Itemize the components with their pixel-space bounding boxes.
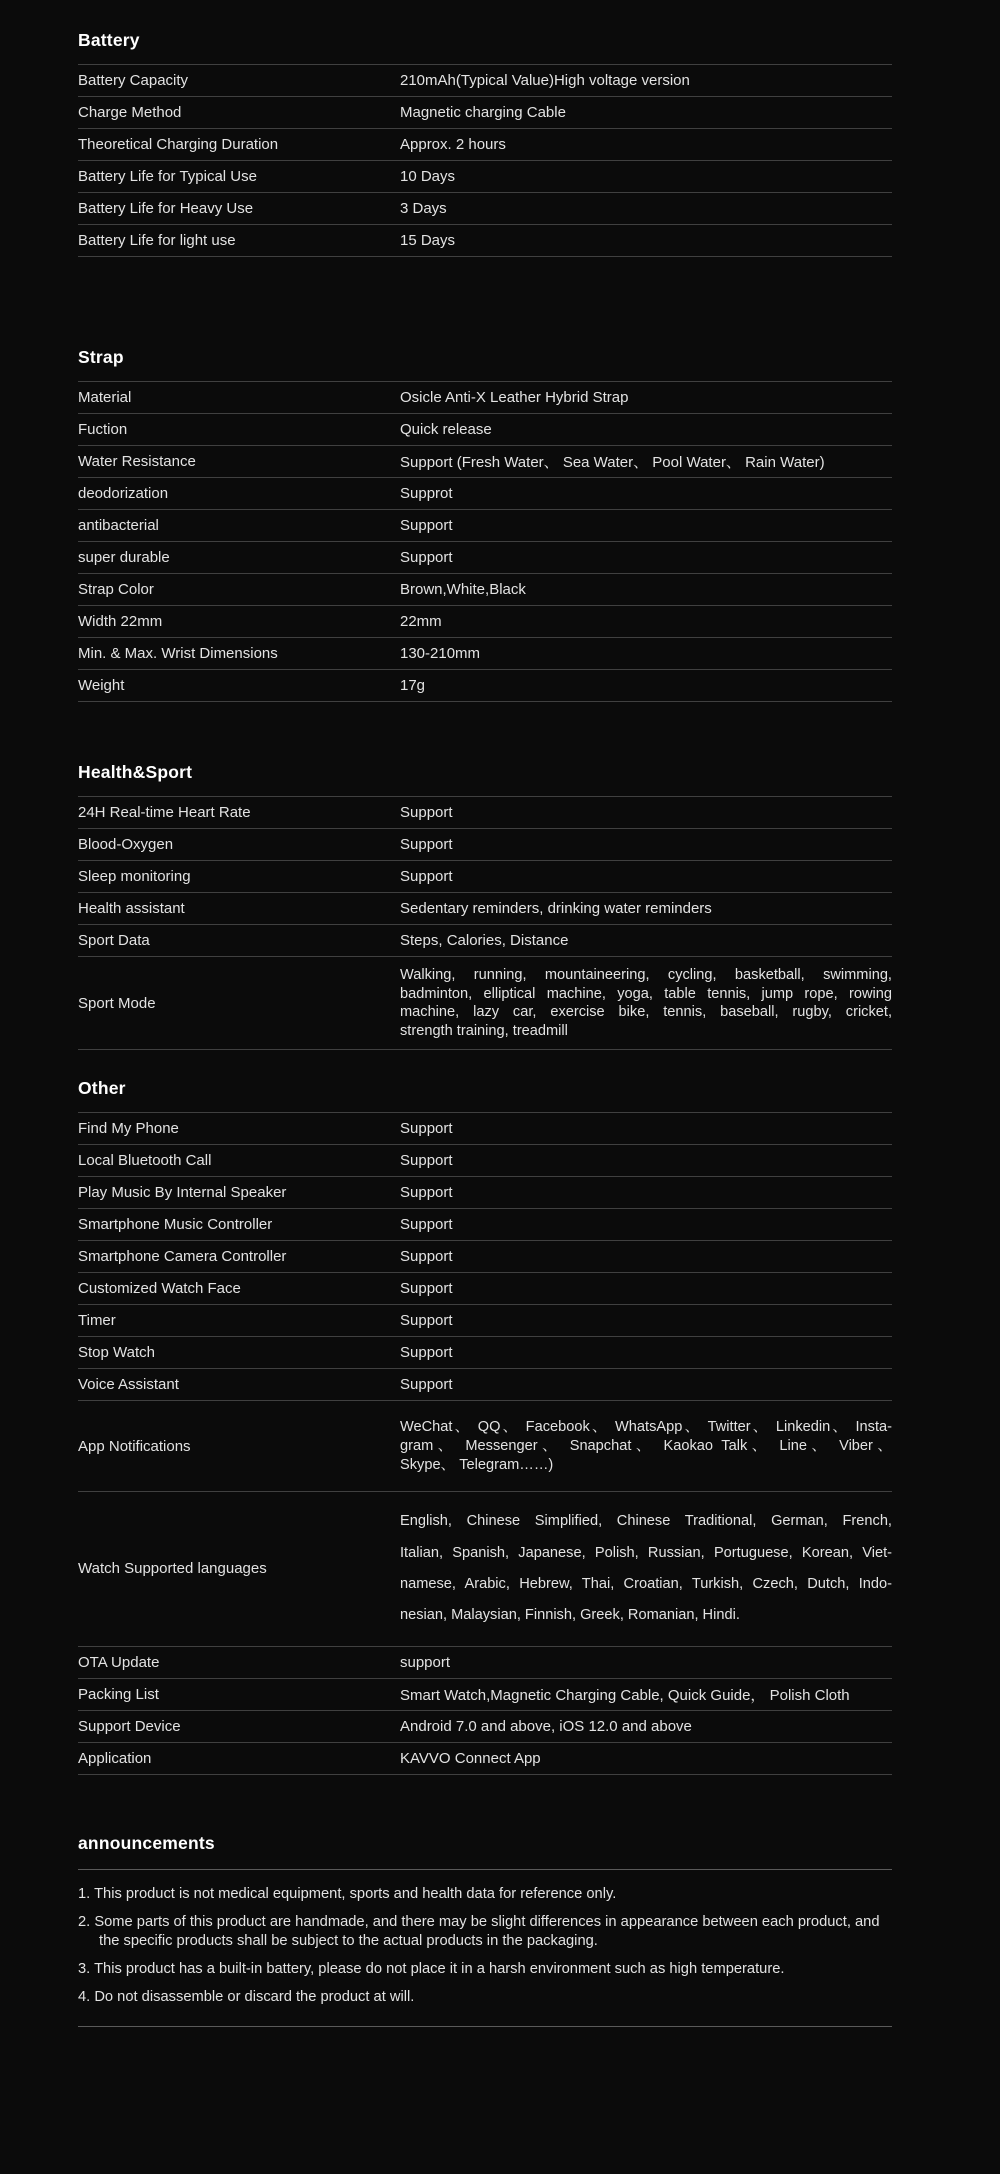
spec-row: [78, 1647, 892, 1679]
value-line: strength training, treadmill: [400, 1022, 568, 1039]
value-text: 10 Days: [400, 168, 456, 185]
spec-row-label: Material: [78, 389, 132, 406]
announcement-note: 1. This product is not medical equipment, sports and health data for reference only.: [78, 1885, 617, 1902]
spec-row: [78, 1113, 892, 1145]
spec-row: [78, 861, 892, 893]
spec-row-value: [400, 677, 892, 694]
spec-row: [78, 478, 892, 510]
spec-row-label: Play Music By Internal Speaker: [78, 1184, 287, 1202]
value-text: Approx. 2 hours: [400, 136, 506, 153]
announcement-notes: [78, 1870, 892, 2027]
spec-section-strap: [78, 347, 892, 702]
value-text: Support (Fresh Water、 Sea Water、 Pool Water、 Rain Water): [400, 454, 825, 471]
value-text: Android 7.0 and above, iOS 12.0 and above: [400, 1717, 692, 1735]
spec-row: [78, 957, 892, 1050]
spec-row-value: [400, 966, 892, 1040]
spec-row-label: Stop Watch: [78, 1344, 155, 1362]
announcement-note: 3. This product has a built-in battery, please do not place it in a harsh environment such as high temperature.: [78, 1961, 785, 1978]
spec-row: [78, 670, 892, 702]
spec-row: [78, 510, 892, 542]
spec-row: [78, 129, 892, 161]
spec-row-label: Find My Phone: [78, 1120, 179, 1138]
value-text: Support: [400, 1120, 453, 1138]
spec-row-value: [400, 932, 892, 949]
spec-row: [78, 414, 892, 446]
value-text: Smart Watch,Magnetic Charging Cable, Quick Guide， Polish Cloth: [400, 1686, 850, 1704]
value-text: Quick release: [400, 421, 492, 438]
spec-row-value: [400, 900, 892, 917]
spec-row: [78, 574, 892, 606]
spec-row-label: Width 22mm: [78, 613, 163, 630]
spec-row-label: Customized Watch Face: [78, 1280, 241, 1298]
spec-row-value: [400, 168, 892, 185]
spec-row-label: Min. & Max. Wrist Dimensions: [78, 645, 278, 662]
spec-row-value: [400, 1344, 892, 1361]
value-text: support: [400, 1653, 451, 1671]
spec-row: [78, 1209, 892, 1241]
value-text: Support: [400, 1248, 453, 1266]
spec-rows: [78, 1112, 892, 1774]
value-text: Support: [400, 804, 453, 821]
spec-row-value: [400, 1152, 892, 1169]
spec-row: [78, 1743, 892, 1775]
spec-row: [78, 1145, 892, 1177]
value-text: 15 Days: [400, 232, 456, 249]
spec-row-label: Application: [78, 1749, 152, 1767]
spec-row-value: [400, 613, 892, 630]
spec-row: [78, 1273, 892, 1305]
value-text: Supprot: [400, 485, 453, 502]
spec-row-value: [400, 836, 892, 853]
spec-row-value: [400, 1120, 892, 1137]
value-text: 130-210mm: [400, 645, 481, 662]
spec-row-label: antibacterial: [78, 517, 159, 534]
value-text: Support: [400, 836, 453, 853]
section-title: Battery: [78, 30, 140, 50]
spec-row-label: Fuction: [78, 421, 128, 438]
spec-row-label: Water Resistance: [78, 453, 196, 470]
value-line: Italian, Spanish, Japanese, Polish, Russian, Portuguese, Korean, Viet-: [400, 1544, 892, 1561]
value-text: KAVVO Connect App: [400, 1749, 541, 1767]
spec-row-value: [400, 645, 892, 662]
spec-row-value: [400, 485, 892, 502]
spec-row: [78, 1492, 892, 1647]
value-line: machine, lazy car, exercise bike, tennis, baseball, rugby, cricket,: [400, 1004, 892, 1021]
spec-row: [78, 893, 892, 925]
spec-row-label: Battery Life for Heavy Use: [78, 200, 254, 217]
announcements-title: announcements: [78, 1832, 215, 1853]
spec-row-value: [400, 200, 892, 217]
spec-row-value: [400, 1750, 892, 1767]
spec-row: [78, 1679, 892, 1711]
spec-row-label: Sport Mode: [78, 994, 156, 1012]
spec-row-label: 24H Real-time Heart Rate: [78, 804, 251, 821]
value-line: English, Chinese Simplified, Chinese Traditional, German, French,: [400, 1513, 892, 1530]
spec-row-value: [400, 1684, 892, 1705]
section-title: Other: [78, 1078, 126, 1099]
spec-row: [78, 1305, 892, 1337]
spec-row-label: Battery Life for Typical Use: [78, 168, 257, 185]
spec-row-value: [400, 804, 892, 821]
value-line: Walking, running, mountaineering, cycling, basketball, swimming,: [400, 967, 892, 983]
spec-row-value: [400, 1216, 892, 1233]
spec-row: [78, 1177, 892, 1209]
spec-row: [78, 97, 892, 129]
value-line: nesian, Malaysian, Finnish, Greek, Romanian, Hindi.: [400, 1607, 740, 1624]
value-text: Brown,White,Black: [400, 581, 526, 598]
spec-row-label: Watch Supported languages: [78, 1560, 267, 1578]
value-text: Support: [400, 1376, 453, 1394]
spec-row: [78, 829, 892, 861]
spec-row-label: Health assistant: [78, 900, 185, 917]
spec-row-label: Timer: [78, 1312, 116, 1330]
spec-row-label: Strap Color: [78, 581, 154, 598]
section-title: Strap: [78, 347, 124, 367]
spec-row: [78, 65, 892, 97]
spec-row-label: Smartphone Music Controller: [78, 1216, 273, 1234]
value-text: Support: [400, 549, 453, 566]
spec-row-label: Local Bluetooth Call: [78, 1152, 212, 1170]
spec-row-value: [400, 1312, 892, 1329]
spec-row: [78, 1369, 892, 1401]
spec-row-value: [400, 1280, 892, 1297]
spec-row-label: Charge Method: [78, 104, 182, 121]
spec-row: [78, 542, 892, 574]
spec-row: [78, 606, 892, 638]
spec-row-label: Sport Data: [78, 932, 150, 949]
value-text: 3 Days: [400, 200, 447, 217]
product-spec-sheet: [0, 30, 892, 2027]
value-text: Steps, Calories, Distance: [400, 932, 569, 949]
value-text: Sedentary reminders, drinking water reminders: [400, 900, 712, 917]
spec-row-label: Support Device: [78, 1717, 181, 1735]
spec-row-value: [400, 1718, 892, 1735]
spec-row-value: [400, 104, 892, 121]
spec-sections: [78, 30, 892, 1775]
value-line: badminton, elliptical machine, yoga, table tennis, jump rope, rowing: [400, 985, 892, 1002]
spec-row: [78, 446, 892, 478]
value-line: namese, Arabic, Hebrew, Thai, Croatian, Turkish, Czech, Dutch, Indo-: [400, 1575, 892, 1592]
spec-row-value: [400, 868, 892, 885]
value-line: WeChat、 QQ、 Facebook、 WhatsApp、 Twitter、 Linkedin、 Insta-: [400, 1419, 892, 1436]
spec-row: [78, 225, 892, 257]
spec-row-label: super durable: [78, 549, 170, 566]
announcement-note: 2. Some parts of this product are handmade, and there may be slight differences in appearance between each product, and the specific products shall be subject to the actual products in the packaging.: [78, 1913, 880, 1949]
value-text: 210mAh(Typical Value)High voltage version: [400, 72, 690, 89]
spec-row-value: [400, 1184, 892, 1201]
spec-row: [78, 193, 892, 225]
spec-row-label: deodorization: [78, 485, 169, 502]
spec-section-health-sport: [78, 762, 892, 1050]
value-text: Support: [400, 1344, 453, 1362]
value-text: 17g: [400, 677, 426, 694]
spec-row-label: Battery Capacity: [78, 72, 189, 89]
spec-row: [78, 161, 892, 193]
value-text: Support: [400, 868, 453, 885]
spec-row-label: OTA Update: [78, 1653, 160, 1671]
value-text: Support: [400, 1280, 453, 1298]
spec-row-value: [400, 232, 892, 249]
spec-row: [78, 1241, 892, 1273]
spec-row-label: Packing List: [78, 1685, 159, 1703]
spec-row-label: Battery Life for light use: [78, 232, 236, 249]
spec-row: [78, 925, 892, 957]
value-text: Support: [400, 1152, 453, 1170]
value-text: Osicle Anti-X Leather Hybrid Strap: [400, 389, 629, 406]
spec-row: [78, 1401, 892, 1492]
spec-row-label: Sleep monitoring: [78, 868, 191, 885]
spec-row-label: App Notifications: [78, 1437, 191, 1455]
spec-rows: [78, 796, 892, 1050]
spec-row-value: [400, 517, 892, 534]
value-text: Support: [400, 1216, 453, 1234]
spec-section-other: [78, 1078, 892, 1774]
spec-row-label: Weight: [78, 677, 125, 694]
spec-row: [78, 1711, 892, 1743]
spec-row: [78, 382, 892, 414]
spec-row-label: Theoretical Charging Duration: [78, 136, 279, 153]
spec-row-value: [400, 421, 892, 438]
value-line: gram、 Messenger、 Snapchat、 Kaokao Talk、 Line、 Viber、: [400, 1437, 892, 1454]
spec-row-value: [400, 1506, 892, 1632]
spec-row-value: [400, 451, 892, 472]
spec-row: [78, 638, 892, 670]
spec-row-value: [400, 1418, 892, 1474]
section-title: Health&Sport: [78, 762, 193, 782]
spec-row-label: Voice Assistant: [78, 1376, 179, 1394]
spec-row-value: [400, 1248, 892, 1265]
spec-row: [78, 797, 892, 829]
spec-section-battery: [78, 30, 892, 257]
spec-row-value: [400, 389, 892, 406]
spec-row-value: [400, 72, 892, 89]
spec-row: [78, 1337, 892, 1369]
announcements-section: [78, 1833, 892, 2028]
announcement-note: 4. Do not disassemble or discard the product at will.: [78, 1989, 415, 2006]
spec-rows: [78, 64, 892, 257]
spec-row-value: [400, 581, 892, 598]
divider: [78, 2026, 892, 2027]
value-text: 22mm: [400, 613, 442, 630]
spec-row-value: [400, 1376, 892, 1393]
spec-row-label: Blood-Oxygen: [78, 836, 174, 853]
value-text: Support: [400, 1184, 453, 1202]
value-text: Support: [400, 517, 453, 534]
value-line: Skype、 Telegram……): [400, 1456, 554, 1473]
spec-row-value: [400, 1654, 892, 1671]
value-text: Magnetic charging Cable: [400, 104, 566, 121]
spec-rows: [78, 381, 892, 702]
value-text: Support: [400, 1312, 453, 1330]
spec-row-value: [400, 549, 892, 566]
spec-row-value: [400, 136, 892, 153]
spec-row-label: Smartphone Camera Controller: [78, 1248, 287, 1266]
